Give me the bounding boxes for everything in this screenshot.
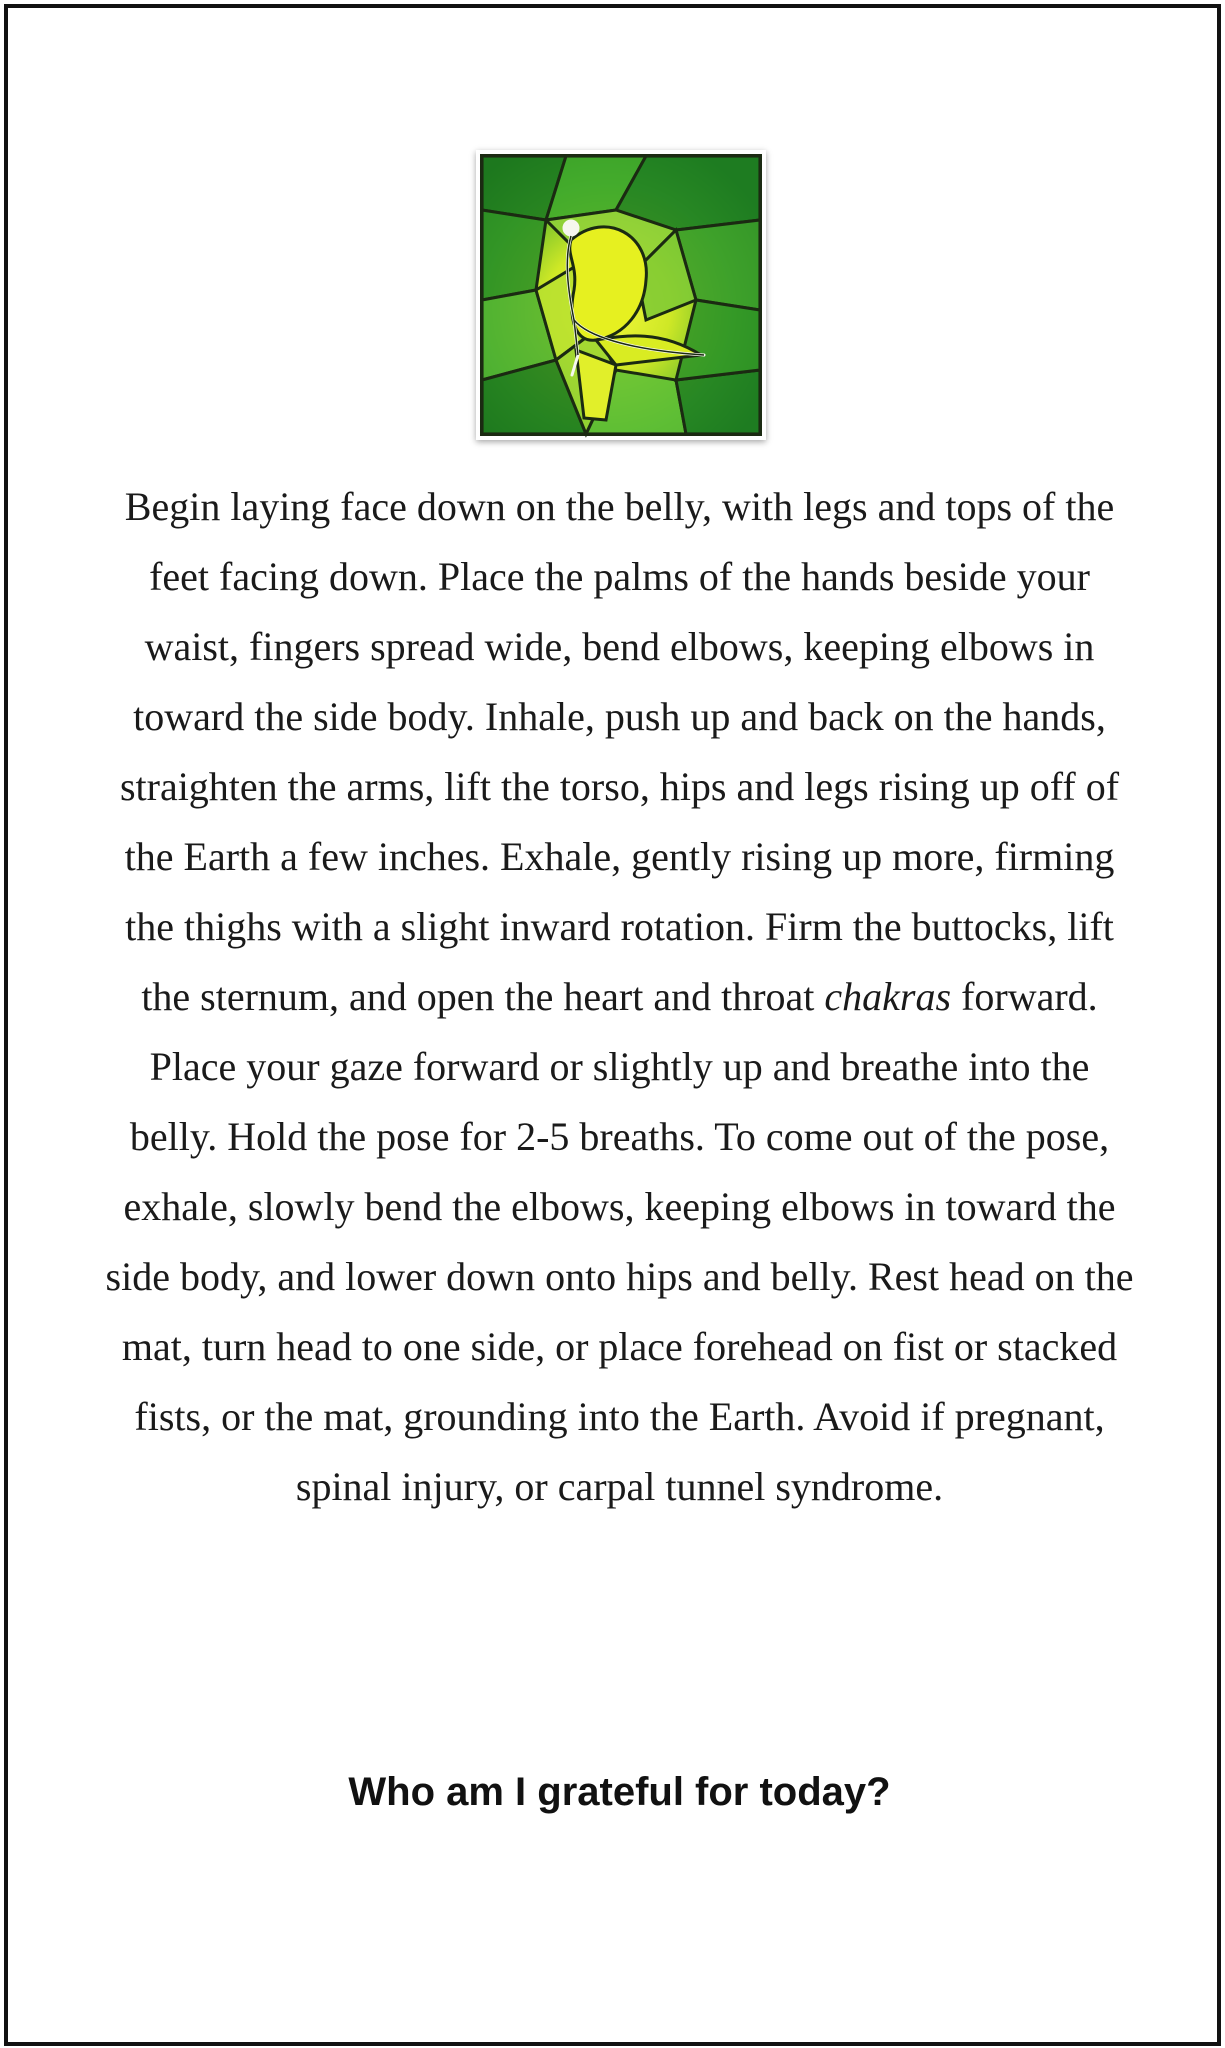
reflection-question: Who am I grateful for today? xyxy=(348,1770,891,1814)
instructions-emphasis: chakras xyxy=(824,974,952,1019)
stained-glass-illustration xyxy=(476,150,766,440)
instructions-text-part1: Begin laying face down on the belly, with legs and tops of the feet facing down. Place the palms of the hands beside your waist, fingers spread wide, bend elbows, keeping elbows in toward the side body. Inhale, push up and back on the hands, straighten the arms, lift the torso, hips and legs rising up off of the Earth a few inches. Exhale, gently rising up more, firming the thighs with a slight inward rotation. Firm the buttocks, lift the sternum, and open the heart and throat xyxy=(119,484,1120,1019)
pose-instructions xyxy=(103,472,1136,1522)
instructions-text-part2: forward. Place your gaze forward or slightly up and breathe into the belly. Hold the pose for 2-5 breaths. To come out of the pose, exhale, slowly bend the elbows, keeping elbows in toward the side body, and lower down onto hips and belly. Rest head on the mat, turn head to one side, or place forehead on fist or stacked fists, or the mat, grounding into the Earth. Avoid if pregnant, spinal injury, or carpal tunnel syndrome. xyxy=(105,974,1134,1509)
yoga-figure-image xyxy=(476,150,766,440)
pose-card xyxy=(4,4,1221,2046)
